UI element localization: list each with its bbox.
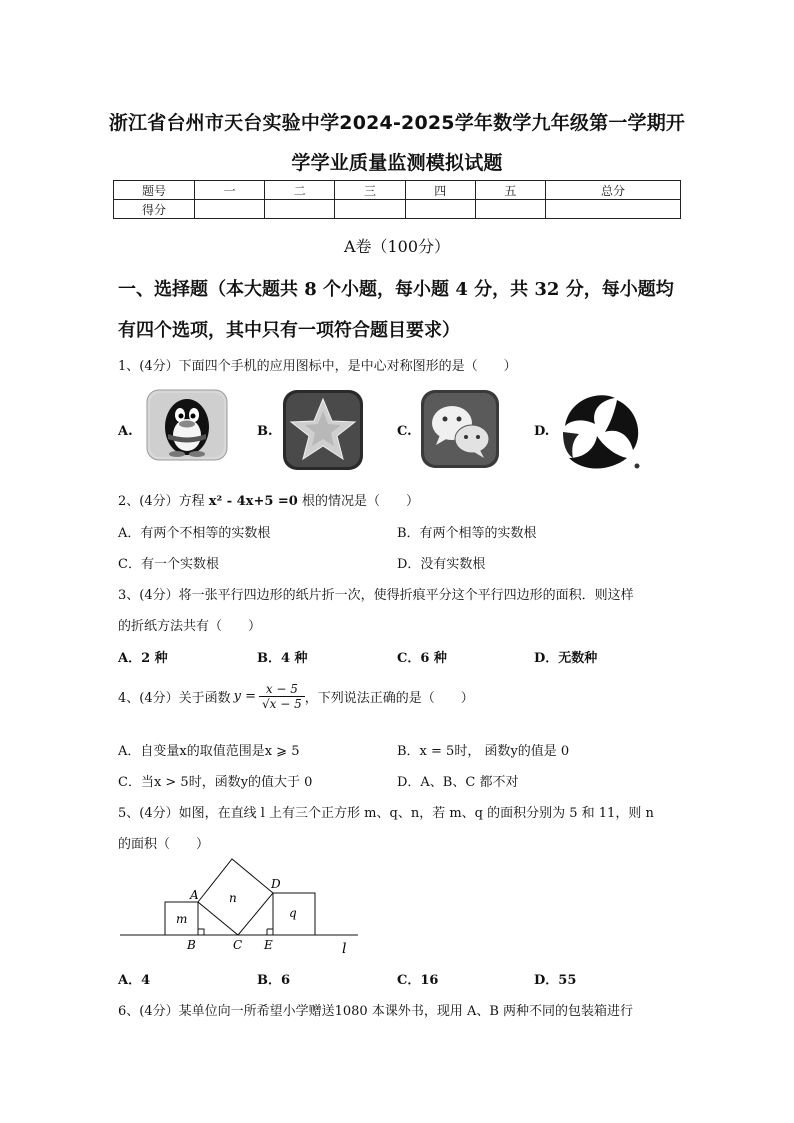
q4-option-c[interactable]: C．当x > 5时，函数y的值大于 0	[118, 775, 313, 790]
score-table-score-row	[114, 200, 681, 219]
score-header-cell: 二	[265, 181, 335, 200]
label-n: n	[229, 891, 237, 905]
q6-stem-line1: 6、(4分）某单位向一所希望小学赠送1080 本课外书，现用 A、B 两种不同的包装箱进行	[118, 1004, 634, 1019]
q1-stem: 1、(4分）下面四个手机的应用图标中，是中心对称图形的是（ ）	[118, 359, 517, 374]
q2-stem-suffix: 根的情况是（ ）	[297, 494, 419, 509]
score-header-cell: 三	[335, 181, 405, 200]
label-e: E	[264, 938, 273, 952]
label-d: D	[271, 877, 281, 891]
score-cell[interactable]	[405, 200, 475, 219]
q5-option-a[interactable]: A．4	[118, 973, 151, 988]
label-b: B	[187, 938, 196, 952]
score-header-cell: 一	[195, 181, 265, 200]
q5-squares-figure	[118, 857, 368, 957]
q3-option-b[interactable]: B．4 种	[257, 651, 308, 666]
q1-option-a-label: A.	[118, 424, 133, 439]
q4-prefix: 4、(4分）关于函数	[118, 691, 231, 706]
score-header-cell: 四	[405, 181, 475, 200]
label-q: q	[289, 906, 297, 920]
q2-stem	[118, 490, 419, 509]
q1-option-d-label: D.	[534, 424, 550, 439]
q4-option-b[interactable]: B．x = 5时， 函数y的值是 0	[397, 744, 570, 759]
q4-denominator: √x − 5	[262, 697, 302, 711]
q4-func-lhs: y =	[233, 689, 256, 704]
q2-option-b[interactable]: B．有两个相等的实数根	[397, 526, 537, 541]
q5-option-c[interactable]: C．16	[397, 973, 439, 988]
label-c: C	[233, 938, 243, 952]
q3-option-a[interactable]: A．2 种	[118, 651, 168, 666]
exam-title-line2: 学学业质量监测模拟试题	[291, 152, 503, 174]
q3-stem-line1: 3、(4分）将一张平行四边形的纸片折一次，使得折痕平分这个平行四边形的面积．则这样	[118, 588, 634, 603]
score-header-cell: 题号	[114, 181, 195, 200]
q1-option-c-label: C.	[397, 424, 412, 439]
q1-option-b-label: B.	[257, 424, 273, 439]
q4-stem	[118, 682, 474, 711]
q3-stem-line2: 的折纸方法共有（ ）	[118, 619, 262, 634]
q2-option-d[interactable]: D．没有实数根	[397, 557, 486, 572]
q4-fraction	[259, 682, 305, 711]
score-header-cell: 总分	[546, 181, 681, 200]
q2-stem-prefix: 2、(4分）方程	[118, 494, 209, 509]
label-l: l	[342, 941, 347, 957]
score-table-header-row	[114, 181, 681, 200]
q5-stem-line1: 5、(4分）如图，在直线 l 上有三个正方形 m、q、n，若 m、q 的面积分别为 5 和 11，则 n	[118, 806, 654, 821]
score-cell[interactable]	[475, 200, 545, 219]
label-m: m	[176, 912, 188, 926]
q3-option-d[interactable]: D．无数种	[534, 651, 598, 666]
score-cell[interactable]	[546, 200, 681, 219]
label-a: A	[190, 888, 199, 902]
q3-option-c[interactable]: C．6 种	[397, 651, 447, 666]
wechat-icon[interactable]	[420, 389, 500, 469]
q2-equation: x² - 4x+5 =0	[208, 494, 298, 509]
star-icon[interactable]	[282, 389, 364, 471]
q2-option-a[interactable]: A．有两个不相等的实数根	[118, 526, 271, 541]
exam-title-line1: 浙江省台州市天台实验中学2024-2025学年数学九年级第一学期开	[108, 112, 686, 134]
q4-option-a[interactable]: A．自变量x的取值范围是x ⩾ 5	[118, 744, 300, 759]
q4-option-d[interactable]: D．A、B、C 都不对	[397, 775, 519, 790]
score-header-cell: 五	[475, 181, 545, 200]
q5-option-b[interactable]: B．6	[257, 973, 291, 988]
q5-stem-line2: 的面积（ ）	[118, 837, 210, 852]
score-cell[interactable]	[335, 200, 405, 219]
score-row-label: 得分	[114, 200, 195, 219]
section-one-heading-line2: 有四个选项，其中只有一项符合题目要求）	[118, 320, 460, 341]
q2-option-c[interactable]: C．有一个实数根	[118, 557, 219, 572]
score-cell[interactable]	[195, 200, 265, 219]
section-one-heading-line1: 一、选择题（本大题共 8 个小题，每小题 4 分，共 32 分，每小题均	[118, 279, 674, 300]
q4-suffix: ，下列说法正确的是（ ）	[304, 691, 474, 706]
section-a-heading: A卷（100分）	[343, 237, 451, 256]
q5-option-d[interactable]: D．55	[534, 973, 577, 988]
score-table	[113, 180, 681, 219]
penguin-icon[interactable]	[146, 389, 228, 461]
swirl-icon[interactable]	[557, 388, 643, 474]
q4-numerator: x − 5	[259, 682, 305, 697]
score-cell[interactable]	[265, 200, 335, 219]
